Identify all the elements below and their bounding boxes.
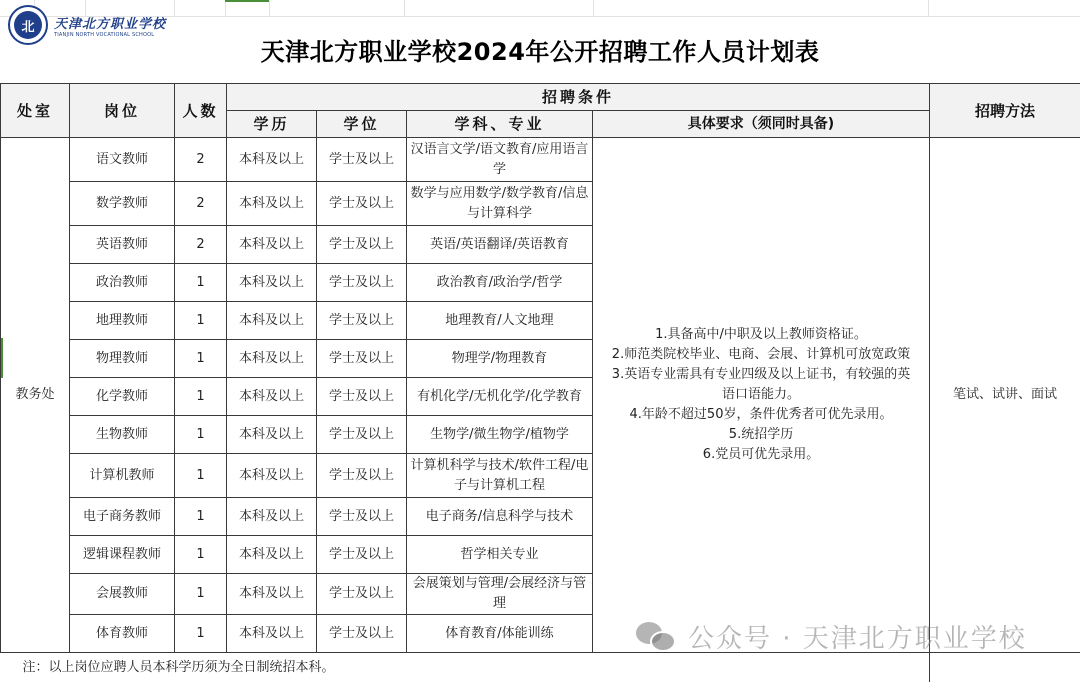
- position-cell: 生物教师: [70, 416, 175, 454]
- education-cell: 本科及以上: [227, 182, 317, 226]
- education-cell: 本科及以上: [227, 302, 317, 340]
- header-row: [1, 84, 1080, 111]
- major-cell: 数学与应用数学/数学教育/信息与计算科学: [407, 182, 593, 226]
- degree-cell: 学士及以上: [317, 498, 407, 536]
- education-cell: 本科及以上: [227, 536, 317, 574]
- education-cell: 本科及以上: [227, 340, 317, 378]
- count-cell: 1: [175, 536, 227, 574]
- position-cell: 英语教师: [70, 226, 175, 264]
- major-cell: 哲学相关专业: [407, 536, 593, 574]
- degree-cell: 学士及以上: [317, 454, 407, 498]
- education-cell: 本科及以上: [227, 498, 317, 536]
- major-cell: 计算机科学与技术/软件工程/电子与计算机工程: [407, 454, 593, 498]
- watermark-text: 公众号 · 天津北方职业学校: [688, 624, 1027, 654]
- position-cell: 地理教师: [70, 302, 175, 340]
- education-cell: 本科及以上: [227, 574, 317, 615]
- degree-cell: 学士及以上: [317, 226, 407, 264]
- education-cell: 本科及以上: [227, 226, 317, 264]
- count-cell: 2: [175, 182, 227, 226]
- selected-column-indicator: [225, 0, 269, 2]
- major-cell: 英语/英语翻译/英语教育: [407, 226, 593, 264]
- education-cell: 本科及以上: [227, 264, 317, 302]
- major-cell: 有机化学/无机化学/化学教育: [407, 378, 593, 416]
- position-cell: 计算机教师: [70, 454, 175, 498]
- position-cell: 电子商务教师: [70, 498, 175, 536]
- education-cell: 本科及以上: [227, 138, 317, 182]
- position-cell: 物理教师: [70, 340, 175, 378]
- note-text: 注：以上岗位应聘人员本科学历须为全日制统招本科。: [1, 653, 930, 682]
- position-cell: 化学教师: [70, 378, 175, 416]
- department-cell: 教务处: [1, 138, 70, 653]
- degree-cell: 学士及以上: [317, 615, 407, 653]
- degree-cell: 学士及以上: [317, 536, 407, 574]
- note-empty-cell: [930, 653, 1080, 682]
- header-major: 学科、专业: [407, 111, 593, 138]
- major-cell: 体育教育/体能训练: [407, 615, 593, 653]
- header-position: 岗位: [70, 84, 175, 138]
- count-cell: 1: [175, 416, 227, 454]
- header-requirements: 具体要求（须同时具备): [593, 111, 930, 138]
- grid-line: [928, 0, 929, 17]
- requirement-line: 1.具备高中/中职及以上教师资格证。: [655, 327, 867, 342]
- count-cell: 1: [175, 378, 227, 416]
- header-count: 人数: [175, 84, 227, 138]
- requirement-line: 4.年龄不超过50岁，条件优秀者可优先录用。: [629, 407, 893, 422]
- major-cell: 生物学/微生物学/植物学: [407, 416, 593, 454]
- count-cell: 1: [175, 574, 227, 615]
- major-cell: 政治教育/政治学/哲学: [407, 264, 593, 302]
- degree-cell: 学士及以上: [317, 378, 407, 416]
- count-cell: 2: [175, 138, 227, 182]
- grid-line: [593, 0, 594, 17]
- count-cell: 2: [175, 226, 227, 264]
- degree-cell: 学士及以上: [317, 182, 407, 226]
- logo-name-en: TIANJIN NORTH VOCATIONAL SCHOOL: [54, 31, 155, 38]
- header-degree: 学位: [317, 111, 407, 138]
- education-cell: 本科及以上: [227, 416, 317, 454]
- count-cell: 1: [175, 264, 227, 302]
- major-cell: 地理教育/人文地理: [407, 302, 593, 340]
- position-cell: 体育教师: [70, 615, 175, 653]
- requirement-line: 语口语能力。: [722, 387, 801, 402]
- table-row: [1, 138, 1080, 182]
- count-cell: 1: [175, 615, 227, 653]
- position-cell: 逻辑课程教师: [70, 536, 175, 574]
- education-cell: 本科及以上: [227, 378, 317, 416]
- count-cell: 1: [175, 340, 227, 378]
- major-cell: 物理学/物理教育: [407, 340, 593, 378]
- count-cell: 1: [175, 302, 227, 340]
- method-cell: 笔试、试讲、面试: [930, 138, 1080, 653]
- note-row: [1, 653, 1080, 682]
- position-cell: 政治教师: [70, 264, 175, 302]
- degree-cell: 学士及以上: [317, 574, 407, 615]
- header-conditions: 招聘条件: [227, 84, 930, 111]
- grid-line: [269, 0, 270, 17]
- requirements-cell: [593, 138, 930, 653]
- requirement-line: 3.英语专业需具有专业四级及以上证书，有较强的英: [611, 367, 911, 382]
- recruitment-plan-table: [0, 83, 1080, 682]
- position-cell: 数学教师: [70, 182, 175, 226]
- major-cell: 电子商务/信息科学与技术: [407, 498, 593, 536]
- degree-cell: 学士及以上: [317, 340, 407, 378]
- count-cell: 1: [175, 454, 227, 498]
- degree-cell: 学士及以上: [317, 302, 407, 340]
- logo-name-cn: 天津北方职业学校: [54, 16, 167, 32]
- education-cell: 本科及以上: [227, 615, 317, 653]
- requirement-line: 6.党员可优先录用。: [702, 447, 820, 462]
- grid-line: [174, 0, 175, 17]
- requirement-line: 2.师范类院校毕业、电商、会展、计算机可放宽政策: [611, 347, 911, 362]
- school-seal-icon: 北: [8, 5, 48, 45]
- grid-line: [404, 0, 405, 17]
- major-cell: 会展策划与管理/会展经济与管理: [407, 574, 593, 615]
- position-cell: 语文教师: [70, 138, 175, 182]
- count-cell: 1: [175, 498, 227, 536]
- degree-cell: 学士及以上: [317, 264, 407, 302]
- grid-line: [225, 0, 226, 17]
- position-cell: 会展教师: [70, 574, 175, 615]
- header-method: 招聘方法: [930, 84, 1080, 138]
- education-cell: 本科及以上: [227, 454, 317, 498]
- header-education: 学历: [227, 111, 317, 138]
- header-dept: 处室: [1, 84, 70, 138]
- degree-cell: 学士及以上: [317, 416, 407, 454]
- degree-cell: 学士及以上: [317, 138, 407, 182]
- major-cell: 汉语言文学/语文教育/应用语言学: [407, 138, 593, 182]
- page-title: 天津北方职业学校2024年公开招聘工作人员计划表: [260, 38, 820, 66]
- requirement-line: 5.统招学历: [728, 427, 794, 442]
